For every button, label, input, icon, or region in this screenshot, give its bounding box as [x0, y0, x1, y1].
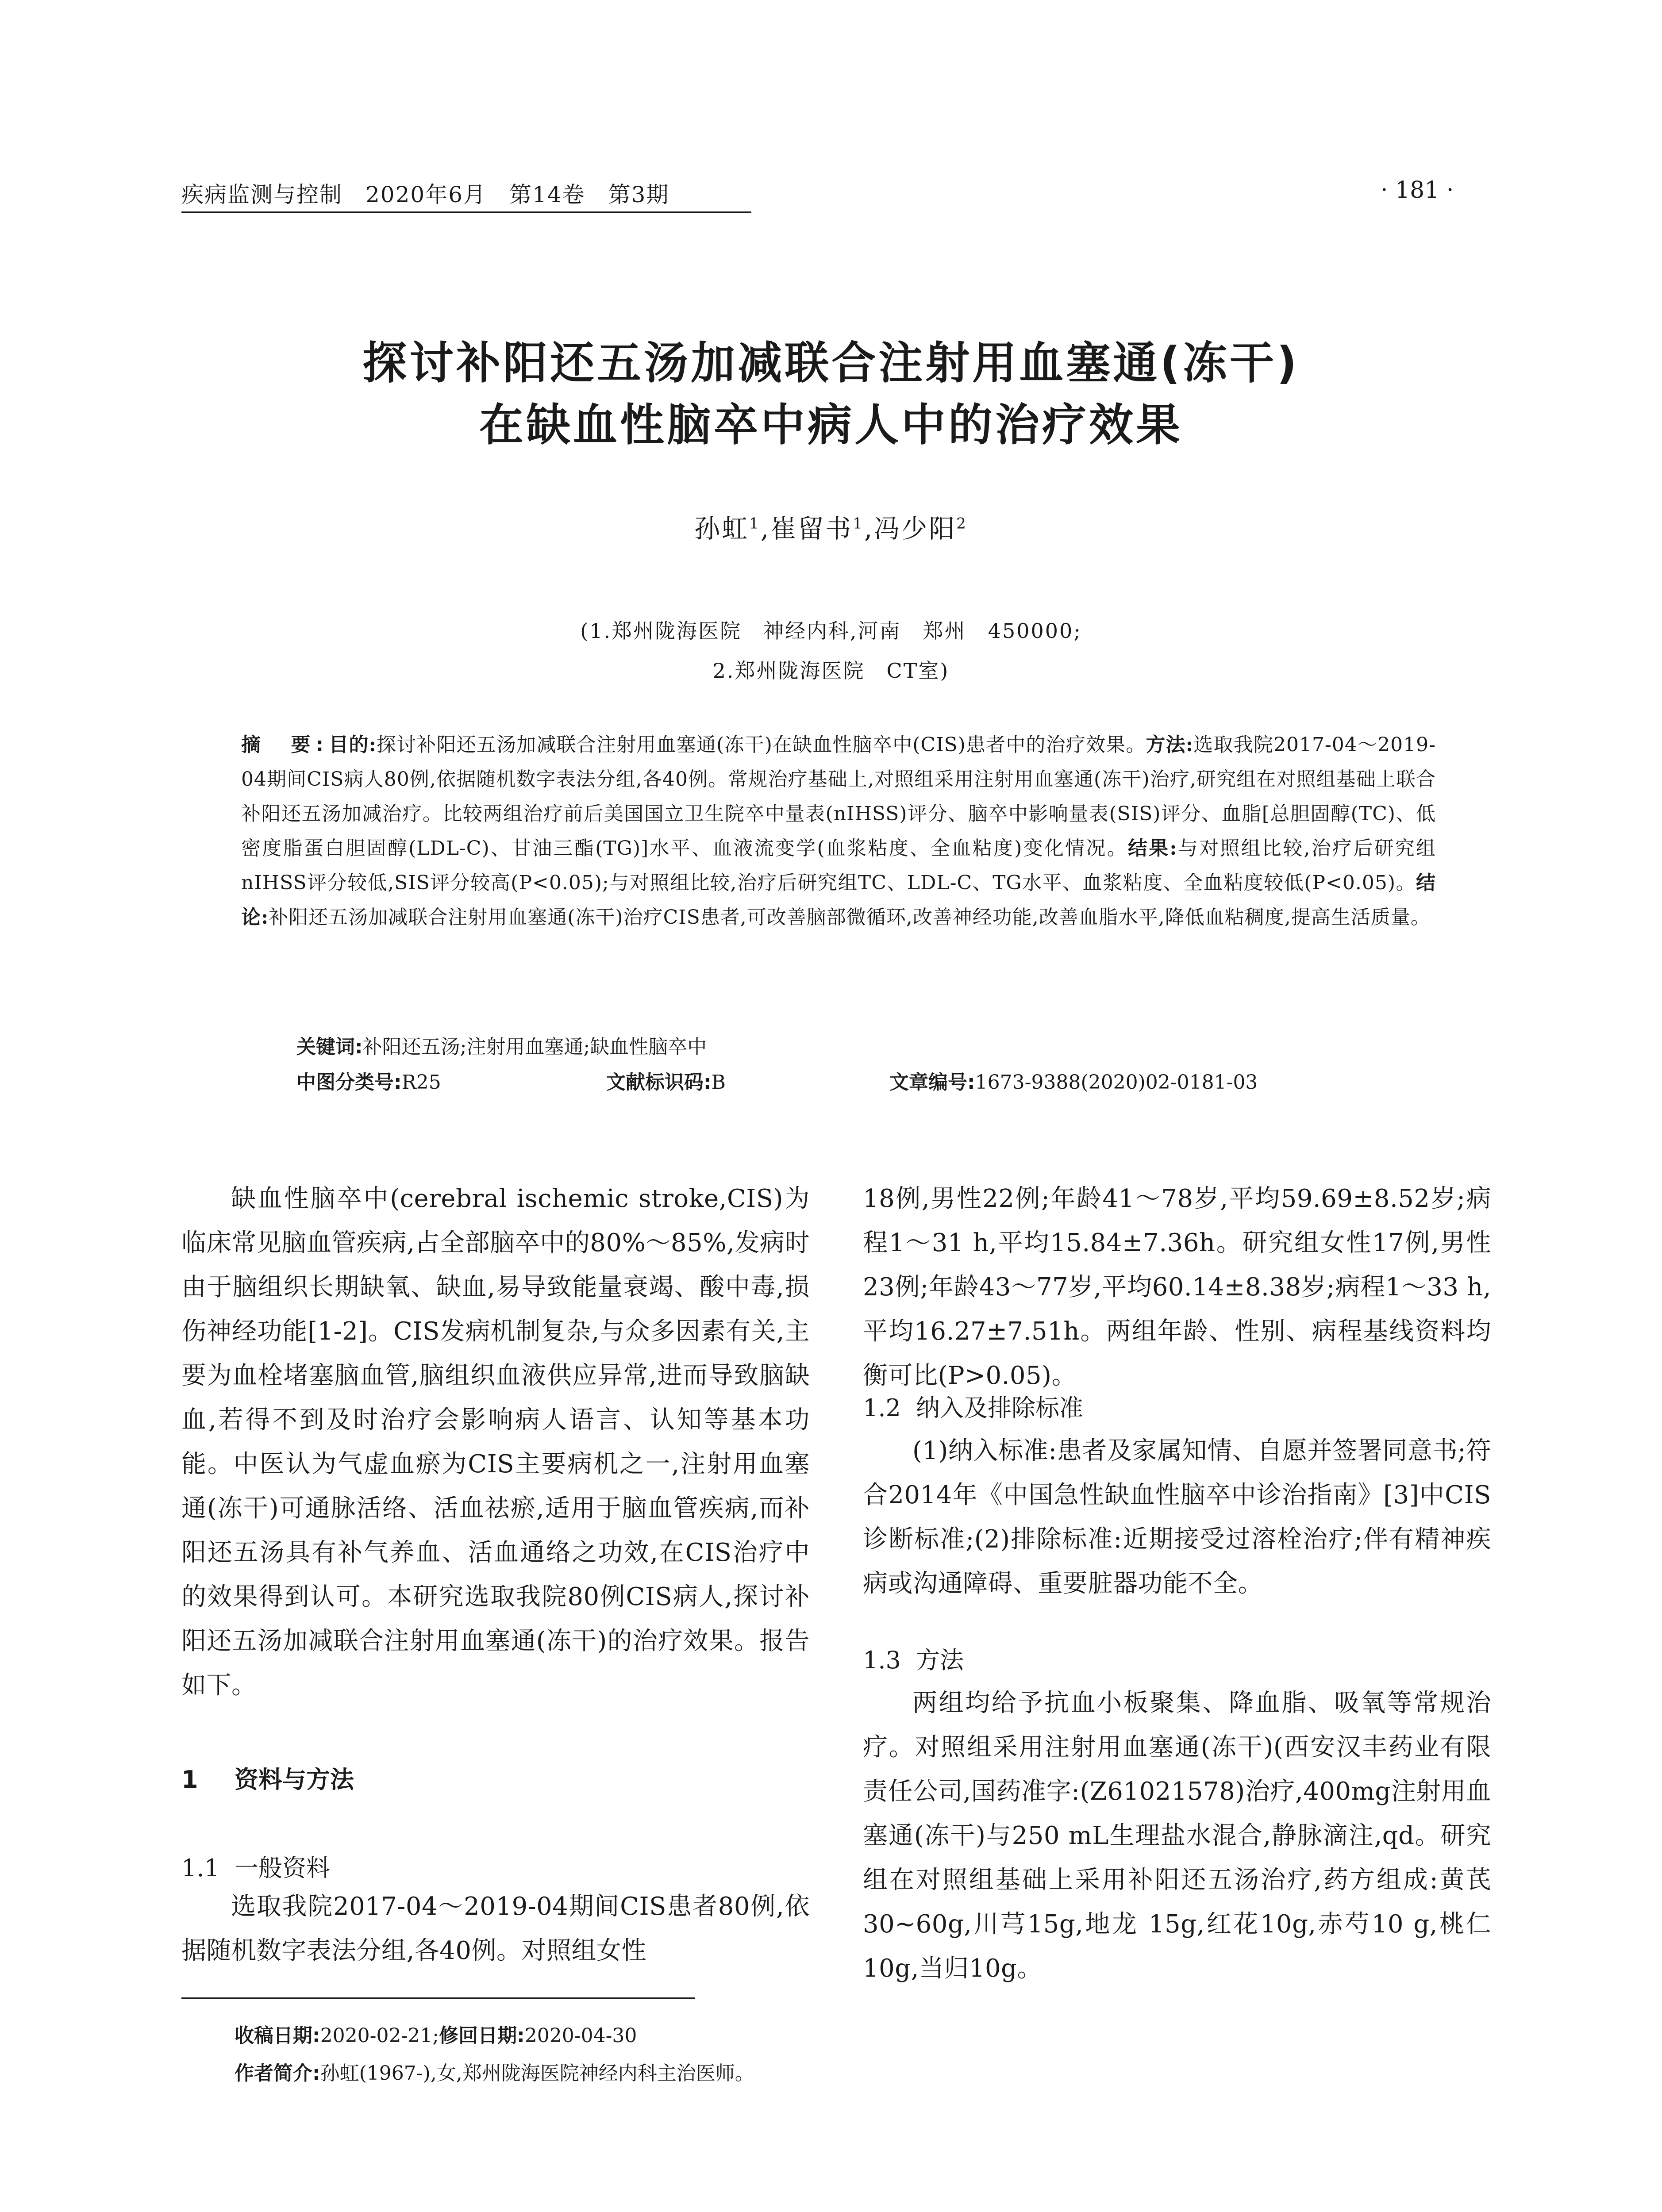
affiliation-line-2: 2.郑州陇海医院 CT室): [712, 659, 950, 683]
section-title: 资料与方法: [235, 1766, 354, 1793]
section-number: 1.2: [863, 1394, 901, 1422]
abstract: [241, 728, 1436, 935]
affiliation-line-1: (1.郑州陇海医院 神经内科,河南 郑州 450000;: [580, 619, 1082, 643]
section-heading-1-3: [863, 1641, 964, 1675]
footnote-dates: [235, 2020, 637, 2048]
clc-label: 中图分类号:: [296, 1071, 402, 1094]
abstract-purpose-label: 目的:: [329, 733, 377, 756]
article-no-label: 文章编号:: [889, 1071, 975, 1094]
section-1-2-text: [863, 1429, 1491, 1606]
author-affiliation-mark: 2: [956, 515, 968, 533]
journal-header: 疾病监测与控制 2020年6月 第14卷 第3期: [181, 182, 669, 207]
section-number: 1.1: [181, 1854, 219, 1882]
revised-value: 2020-04-30: [524, 2024, 637, 2047]
author-affiliation-mark: 1: [853, 515, 864, 533]
author-name: 崔留书: [770, 514, 853, 544]
keywords-label: 关键词:: [296, 1036, 363, 1058]
section-title: 纳入及排除标准: [916, 1394, 1083, 1422]
section-1-3-text: [863, 1681, 1491, 1991]
body-intro: [181, 1177, 810, 1708]
abstract-results-label: 结果:: [1127, 837, 1177, 860]
author-name: 孙虹: [694, 514, 750, 544]
article-number: [889, 1066, 1258, 1094]
page-number: · 181 ·: [1381, 177, 1454, 204]
section-heading-1-2: [863, 1389, 1083, 1423]
abstract-conclusion-label: 结论:: [241, 872, 1436, 929]
document-code: [606, 1066, 726, 1094]
intro-paragraph: 缺血性脑卒中(cerebral ischemic stroke,CIS)为临床常见脑血管疾病,占全部脑卒中的80%～85%,发病时由于脑组织长期缺氧、缺血,易导致能量衰竭、酸中毒,损伤神经功能[1-2]。CIS发病机制复杂,与众多因素有关,主要为血栓堵塞脑血管,脑组织血液供应异常,进而导致脑缺血,若得不到及时治疗会影响病人语言、认知等基本功能。中医认为气虚血瘀为CIS主要病机之一,注射用血塞通(冻干)可通脉活络、活血祛瘀,适用于脑血管疾病,而补阳还五汤具有补气养血、活血通络之功效,在CIS治疗中的效果得到认可。本研究选取我院80例CIS病人,探讨补阳还五汤加减联合注射用血塞通(冻干)的治疗效果。报告如下。: [181, 1184, 810, 1700]
keywords-value: 补阳还五汤;注射用血塞通;缺血性脑卒中: [362, 1036, 707, 1058]
author-bio-value: 孙虹(1967-),女,郑州陇海医院神经内科主治医师。: [320, 2062, 754, 2085]
section-title: 方法: [916, 1646, 964, 1674]
revised-label: 修回日期:: [439, 2024, 525, 2047]
abstract-results: 与对照组比较,治疗后研究组nIHSS评分较低,SIS评分较高(P<0.05);与对照组比较,治疗后研究组TC、LDL-C、TG水平、血浆粘度、全血粘度较低(P<0.05)。: [241, 837, 1436, 894]
section-number: 1.3: [863, 1646, 901, 1674]
section-1-1-continuation: 18例,男性22例;年龄41～78岁,平均59.69±8.52岁;病程1～31 h,平均15.84±7.36h。研究组女性17例,男性23例;年龄43～77岁,平均60.14±8.38岁;病程1～33 h,平均16.27±7.51h。两组年龄、性别、病程基线资料均衡可比(P>0.05)。: [863, 1184, 1491, 1390]
footnote-rule: [181, 1997, 695, 1999]
section-number: 1: [181, 1766, 198, 1793]
author-bio-label: 作者简介:: [235, 2062, 320, 2085]
section-heading-1-1: [181, 1849, 330, 1883]
section-paragraph: (1)纳入标准:患者及家属知情、自愿并签署同意书;符合2014年《中国急性缺血性脑卒中诊治指南》[3]中CIS诊断标准;(2)排除标准:近期接受过溶栓治疗;伴有精神疾病或沟通障碍、重要脏器功能不全。: [863, 1436, 1491, 1598]
received-label: 收稿日期:: [235, 2024, 320, 2047]
article-title-line-2: 在缺血性脑卒中病人中的治疗效果: [479, 399, 1183, 451]
keywords: [296, 1031, 707, 1059]
abstract-methods-label: 方法:: [1146, 733, 1194, 756]
body-right-column: [863, 1177, 1491, 1398]
section-title: 一般资料: [235, 1854, 330, 1882]
abstract-conclusion: 补阳还五汤加减联合注射用血塞通(冻干)治疗CIS患者,可改善脑部微循环,改善神经功能,改善血脂水平,降低血粘稠度,提高生活质量。: [269, 906, 1431, 929]
clc-value: R25: [401, 1071, 441, 1094]
author-affiliation-mark: 1: [749, 515, 761, 533]
author-name: 冯少阳: [874, 514, 957, 544]
doc-code-value: B: [711, 1071, 726, 1094]
section-paragraph: 两组均给予抗血小板聚集、降血脂、吸氧等常规治疗。对照组采用注射用血塞通(冻干)(西安汉丰药业有限责任公司,国药准字:(Z61021578)治疗,400mg注射用血塞通(冻干)与250 mL生理盐水混合,静脉滴注,qd。研究组在对照组基础上采用补阳还五汤治疗,药方组成:黄芪30~60g,川芎15g,地龙 15g,红花10g,赤芍10 g,桃仁10g,当归10g。: [863, 1689, 1491, 1983]
article-title-line-1: 探讨补阳还五汤加减联合注射用血塞通(冻干): [362, 337, 1300, 389]
received-value: 2020-02-21;: [320, 2024, 439, 2047]
footnote-author-bio: [235, 2057, 754, 2085]
article-no-value: 1673-9388(2020)02-0181-03: [975, 1071, 1258, 1094]
clc-number: [296, 1066, 441, 1094]
header-rule: [181, 211, 751, 213]
abstract-label: 摘 要:: [241, 733, 329, 756]
abstract-purpose: 探讨补阳还五汤加减联合注射用血塞通(冻干)在缺血性脑卒中(CIS)患者中的治疗效果。: [376, 733, 1146, 756]
abstract-methods: 选取我院2017-04～2019-04期间CIS病人80例,依据随机数字表法分组,各40例。常规治疗基础上,对照组采用注射用血塞通(冻干)治疗,研究组在对照组基础上联合补阳还五汤加减治疗。比较两组治疗前后美国国立卫生院卒中量表(nIHSS)评分、脑卒中影响量表(SIS)评分、血脂[总胆固醇(TC)、低密度脂蛋白胆固醇(LDL-C)、甘油三酯(TG)]水平、血液流变学(血浆粘度、全血粘度)变化情况。: [241, 733, 1436, 860]
author-list: 孙虹$^1$,崔留书$^1$,冯少阳$^2$: [694, 514, 968, 544]
doc-code-label: 文献标识码:: [606, 1071, 712, 1094]
section-paragraph: 选取我院2017-04～2019-04期间CIS患者80例,依据随机数字表法分组,各40例。对照组女性: [181, 1892, 810, 1965]
section-heading-1: [181, 1761, 354, 1795]
section-1-1-text: [181, 1885, 810, 1973]
